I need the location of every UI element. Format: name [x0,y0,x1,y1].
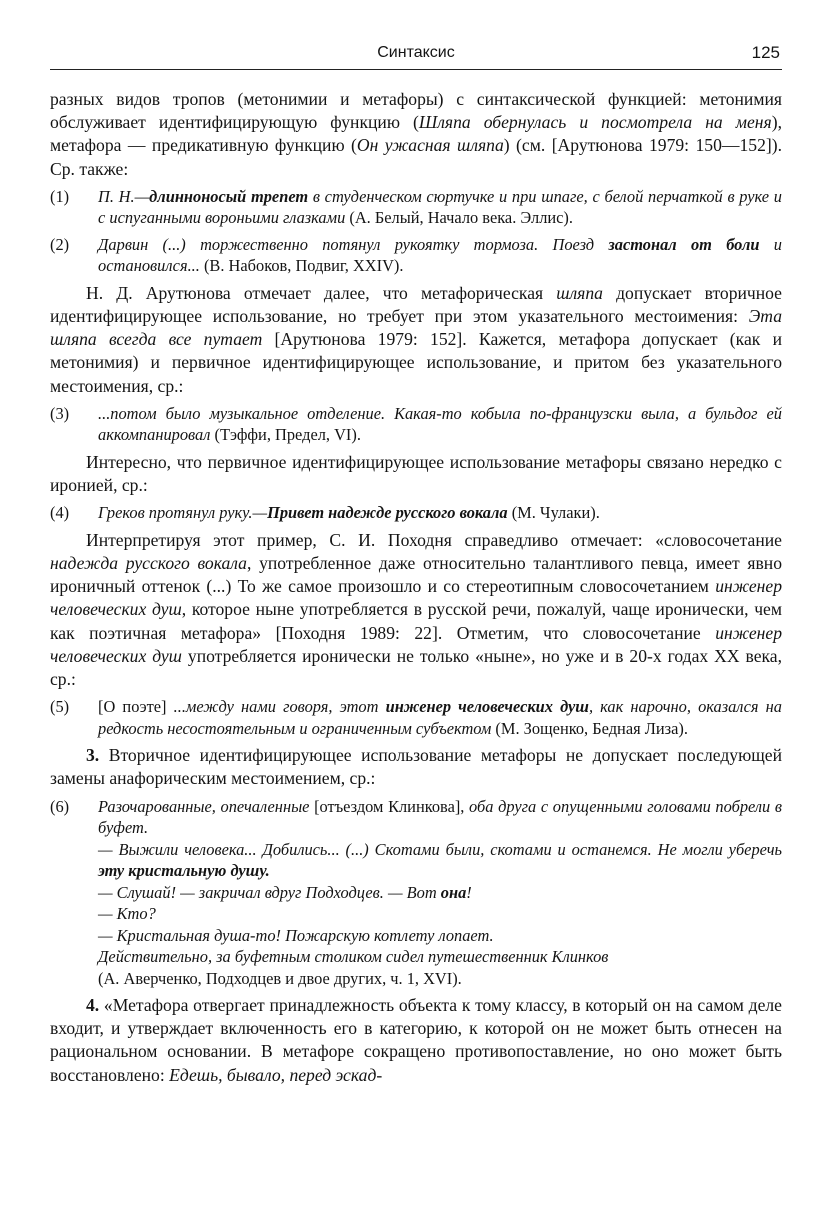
example-bold: эту кристальную душу. [98,861,270,881]
example-text [98,234,782,277]
example-italic: — Выжили человека... Добились... (...) Скотами были, скотами и останемся. Не могли уберечь [98,839,782,859]
example-number: (6) [50,796,70,816]
example-line [98,946,782,968]
example-italic: ! [466,882,472,902]
paragraph-4 [50,529,782,691]
example-italic: инженер человеческих душ [50,576,782,620]
example-italic: надежда русского вокала [50,552,247,573]
example-italic: Едешь, бывало, перед эскад- [169,1064,383,1085]
text-run: ), метафора — предикативную функцию ( [50,112,782,156]
header-title: Синтаксис [377,44,455,61]
page-body [50,88,782,1087]
example-bold: застонал от боли [608,234,760,254]
text-run: , употребленное даже относительно талантливого певца, имеет явно ироничный оттенок (...) То же самое произошло и со стереотипным словосочетанием [50,552,783,597]
text-run: употребляется иронически не только «ныне», но уже и в 20-х годах XX века, ср.: [50,645,782,689]
text-run: Н. Д. Арутюнова отмечает далее, что метафорическая [86,282,557,303]
text-run: [Арутюнова 1979: 152]. Кажется, метафора допускает (как и метонимия) и первичное идентифицирующее использование, и притом без указательного местоимения, ср.: [50,329,782,396]
example-italic: — Слушай! — закричал вдруг Подходцев. — Вот [98,882,441,902]
source-citation: (М. Зощенко, Бедная Лиза). [491,718,688,738]
example-italic: Шляпа обернулась и посмотрела на меня [418,112,772,133]
source-citation: (А. Аверченко, Подходцев и двое других, ч. 1, XVI). [98,968,462,988]
source-citation: (А. Белый, Начало века. Эллис). [345,208,573,228]
example-4 [50,502,782,524]
example-italic: П. Н.— [98,186,150,206]
example-text [98,186,782,229]
paragraph-2 [50,282,782,398]
example-5 [50,696,782,739]
source-citation: (Тэффи, Предел, VI). [210,425,361,445]
example-italic: Дарвин (...) торжественно потянул рукоятку тормоза. Поезд [98,234,609,254]
example-number: (3) [50,403,70,423]
example-italic: в студенческом сюртучке и при шпаге, с белой перчаткой в руке и с испуганными вороньими глазками [98,186,782,228]
example-italic: Греков протянул руку.— [98,503,268,523]
section-number: 3. [86,745,100,766]
example-2 [50,234,782,277]
paragraph-5 [50,744,782,790]
example-text [98,403,782,446]
page-number: 125 [751,43,780,62]
example-number: (2) [50,234,70,254]
text-run: , которое ныне употребляется в русской речи, пожалуй, чаще иронически, чем как поэтичная метафора» [Походня 1989: 22]. Отметим, что словосочетание [50,599,783,643]
source-citation: (М. Чулаки). [507,503,600,523]
example-6 [50,796,782,990]
example-number: (5) [50,697,70,717]
example-1 [50,186,782,229]
example-italic: ...потом было музыкальное отделение. Какая-то кобыла по-французски выла, а бульдог ей аккомпанировал [98,403,782,445]
example-text [98,696,782,739]
paragraph-3 [50,451,782,497]
example-bold: она [440,882,467,902]
example-bold: инженер человеческих душ [385,697,589,717]
example-line [98,796,782,839]
example-line [98,968,782,990]
paragraph-1 [50,88,782,181]
text-run: Интересно, что первичное идентифицирующее использование метафоры связано нередко с иронией, ср.: [50,451,782,496]
example-line [98,925,782,947]
example-text [98,502,782,524]
example-italic: , как нарочно, оказался на редкость несостоятельным и ограниченным субъектом [98,697,782,738]
example-bold: Привет надежде русского вокала [267,503,508,523]
text-run: разных видов тропов (метонимии и метафоры) с синтаксической функцией: метонимия обслуживает идентифицирующую функцию ( [50,89,782,133]
example-line [98,839,782,882]
text-run: допускает вторичное идентифицирующее использование, но требует при этом указательного местоимения: [50,282,782,327]
example-italic: Разочарованные, опечаленные [98,796,310,816]
example-italic: инженер человеческих душ [50,622,782,666]
source-citation: (В. Набоков, Подвиг, XXIV). [199,256,404,276]
example-italic: Эта шляпа всегда все путает [50,306,782,350]
example-italic: оба друга с опущенными головами побрели в буфет. [98,796,782,838]
example-number: (4) [50,503,70,523]
running-header [50,41,782,70]
example-bold: длинноносый трепет [149,186,309,206]
example-italic: шляпа [556,282,603,303]
example-line [98,882,782,904]
example-italic: Действительно, за буфетным столиком сидел путешественник Клинков [98,947,609,967]
example-italic: — Кристальная душа-то! Пожарскую котлету лопает. [98,925,494,945]
text-run: Интерпретируя этот пример, С. И. Походня справедливо отмечает: «словосочетание [86,529,782,550]
example-italic: ...между нами говоря, этот [173,697,386,717]
paragraph-6 [50,994,782,1087]
example-3 [50,403,782,446]
text-run: Вторичное идентифицирующее использование метафоры не допускает последующей замены анафорическим местоимением, ср.: [50,745,782,789]
example-number: (1) [50,186,70,206]
example-italic: и остановился... [98,234,782,276]
text-run: «Метафора отвергает принадлежность объекта к тому классу, в который он на самом деле входит, и утверждает включенность его в категорию, к которой он не может быть отнесен на рациональном основании. В метафоре сокращено противопоставление, но оно может быть восстановлено: [50,995,782,1085]
example-italic: Он ужасная шляпа [356,135,504,156]
section-number: 4. [86,995,100,1016]
text-run: [О поэте] [98,697,174,717]
example-italic: — Кто? [98,904,156,924]
text-run: [отъездом Клинкова], [309,796,470,816]
example-line [98,903,782,925]
text-run: ) (см. [Арутюнова 1979: 150—152]). Ср. также: [50,135,782,179]
